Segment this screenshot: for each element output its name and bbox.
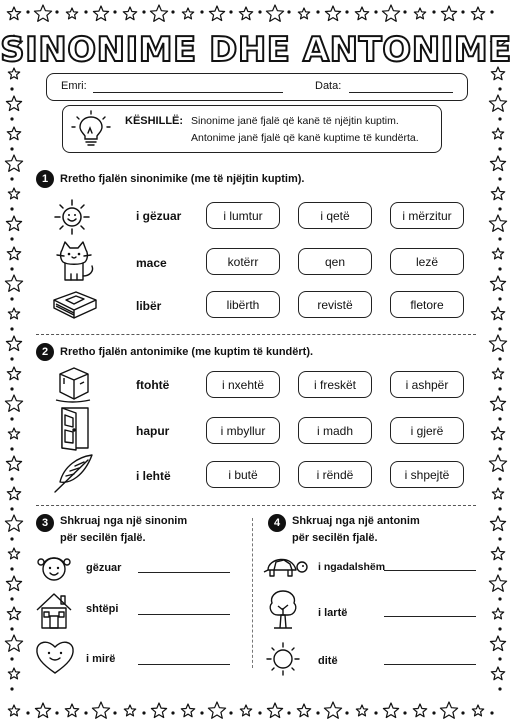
dot <box>403 10 406 13</box>
option-i-bute[interactable]: i butë <box>206 461 280 488</box>
star-icon <box>65 704 78 717</box>
dot <box>498 387 501 390</box>
dot <box>498 237 501 240</box>
star-icon <box>491 307 504 320</box>
star-icon <box>492 488 503 499</box>
star-icon <box>7 7 20 20</box>
house-icon <box>34 590 74 630</box>
dot <box>403 711 406 714</box>
star-icon <box>6 96 21 111</box>
star-icon <box>298 8 309 19</box>
dot <box>10 507 13 510</box>
column-divider <box>252 518 253 668</box>
dot <box>498 357 501 360</box>
word-i-larte: i lartë <box>318 607 348 619</box>
dot <box>200 711 203 714</box>
dot <box>498 147 501 150</box>
star-icon <box>383 703 398 718</box>
word-liber: libër <box>136 299 162 313</box>
star-icon <box>490 276 505 291</box>
dot <box>498 477 501 480</box>
dot <box>461 10 464 13</box>
star-icon <box>266 5 283 21</box>
star-icon <box>356 705 367 716</box>
option-i-nxehte[interactable]: i nxehtë <box>206 371 280 398</box>
answer-line-i-larte[interactable] <box>384 616 476 617</box>
heart-icon <box>34 638 76 676</box>
dot <box>498 687 501 690</box>
dot <box>10 657 13 660</box>
star-icon <box>5 515 22 531</box>
star-icon <box>324 702 341 718</box>
dot <box>461 711 464 714</box>
dot <box>10 627 13 630</box>
dot <box>171 711 174 714</box>
star-icon <box>489 95 506 111</box>
turtle-icon <box>262 550 310 580</box>
section-4-instruction-line2: për secilën fjalë. <box>292 532 378 544</box>
dot <box>10 537 13 540</box>
section-4-number: 4 <box>268 514 286 532</box>
star-icon <box>35 703 50 718</box>
dot <box>55 711 58 714</box>
dot <box>498 537 501 540</box>
dot <box>229 10 232 13</box>
dot <box>10 117 13 120</box>
dot <box>287 10 290 13</box>
tip-antonym-definition: Antonime janë fjalë që kanë kuptime të kundërta. <box>191 132 419 144</box>
star-icon <box>8 428 19 439</box>
word-i-mire: i mirë <box>86 653 116 665</box>
section-divider <box>36 505 476 506</box>
star-icon <box>150 5 167 21</box>
dot <box>345 10 348 13</box>
star-icon <box>491 667 504 680</box>
star-icon <box>7 367 20 380</box>
option-i-qete[interactable]: i qetë <box>298 202 372 229</box>
open-door-icon <box>54 405 94 451</box>
dot <box>498 417 501 420</box>
date-line[interactable] <box>349 92 453 93</box>
name-date-box <box>46 73 468 101</box>
answer-line-dite[interactable] <box>384 664 476 665</box>
dot <box>490 10 493 13</box>
dot <box>142 10 145 13</box>
dot <box>10 567 13 570</box>
dot <box>490 711 493 714</box>
star-icon <box>7 247 20 260</box>
word-shtepi: shtëpi <box>86 603 119 615</box>
lightbulb-icon <box>69 109 113 149</box>
word-i-lehte: i lehtë <box>136 469 171 483</box>
star-icon <box>182 8 193 19</box>
dot <box>498 627 501 630</box>
option-i-mbyllur[interactable]: i mbyllur <box>206 417 280 444</box>
star-icon <box>491 547 504 560</box>
star-icon <box>93 6 108 21</box>
dot <box>55 10 58 13</box>
dot <box>374 10 377 13</box>
star-icon <box>491 187 504 200</box>
sun-icon <box>264 640 302 678</box>
answer-line-gezuar[interactable] <box>138 572 230 573</box>
star-icon <box>441 6 456 21</box>
tree-icon <box>266 588 300 630</box>
star-icon <box>209 6 224 21</box>
option-i-ashper[interactable]: i ashpër <box>390 371 464 398</box>
star-icon <box>124 705 135 716</box>
dot <box>10 297 13 300</box>
dot <box>10 147 13 150</box>
section-1-instruction: Rretho fjalën sinonimike (me të njëjtin kuptim). <box>60 173 305 185</box>
word-mace: mace <box>136 256 167 270</box>
star-icon <box>5 395 22 411</box>
ice-cube-icon <box>52 362 94 404</box>
dot <box>10 597 13 600</box>
answer-line-shtepi[interactable] <box>138 614 230 615</box>
dot <box>10 87 13 90</box>
dot <box>10 267 13 270</box>
star-icon <box>490 156 505 171</box>
tip-title: KËSHILLË: <box>125 115 184 127</box>
dot <box>84 711 87 714</box>
star-icon <box>6 576 21 591</box>
dot <box>26 10 29 13</box>
option-koterr[interactable]: kotërr <box>206 248 280 275</box>
section-1-number: 1 <box>36 170 54 188</box>
dot <box>10 687 13 690</box>
dot <box>374 711 377 714</box>
dot <box>498 117 501 120</box>
dot <box>287 711 290 714</box>
star-icon <box>414 8 425 19</box>
dot <box>498 87 501 90</box>
star-icon <box>490 396 505 411</box>
dot <box>316 711 319 714</box>
dot <box>498 327 501 330</box>
dot <box>10 357 13 360</box>
star-icon <box>5 275 22 291</box>
answer-line-i-ngadalshem[interactable] <box>384 570 476 571</box>
dot <box>10 237 13 240</box>
dot <box>498 597 501 600</box>
star-icon <box>6 216 21 231</box>
section-3-instruction-line2: për secilën fjalë. <box>60 532 146 544</box>
dot <box>498 507 501 510</box>
star-icon <box>491 427 504 440</box>
star-icon <box>7 487 20 500</box>
star-icon <box>6 456 21 471</box>
star-icon <box>5 635 22 651</box>
star-icon <box>489 455 506 471</box>
star-icon <box>8 548 19 559</box>
dot <box>10 387 13 390</box>
dot <box>345 711 348 714</box>
dot <box>498 297 501 300</box>
dot <box>432 711 435 714</box>
star-icon <box>440 702 457 718</box>
word-i-gezuar: i gëzuar <box>136 209 182 223</box>
section-3-instruction: Shkruaj nga një sinonim <box>60 515 188 527</box>
section-2-number: 2 <box>36 343 54 361</box>
word-hapur: hapur <box>136 424 170 438</box>
star-icon <box>34 5 51 21</box>
dot <box>142 711 145 714</box>
option-reviste[interactable]: revistë <box>298 291 372 318</box>
tip-box <box>62 105 442 153</box>
star-icon <box>325 6 340 21</box>
star-icon <box>489 335 506 351</box>
option-i-fresket[interactable]: i freskët <box>298 371 372 398</box>
option-i-shpejte[interactable]: i shpejtë <box>390 461 464 488</box>
option-i-merzitur[interactable]: i mërzitur <box>390 202 464 229</box>
option-fletore[interactable]: fletore <box>390 291 464 318</box>
date-label: Data: <box>315 80 342 92</box>
sun-icon <box>52 197 92 237</box>
dot <box>26 711 29 714</box>
dot <box>171 10 174 13</box>
cat-icon <box>52 240 98 286</box>
dot <box>84 10 87 13</box>
option-i-rende[interactable]: i rëndë <box>298 461 372 488</box>
option-i-madh[interactable]: i madh <box>298 417 372 444</box>
star-icon <box>6 336 21 351</box>
dot <box>498 177 501 180</box>
name-label: Emri: <box>61 80 87 92</box>
star-icon <box>66 8 77 19</box>
dot <box>10 207 13 210</box>
name-line[interactable] <box>93 92 283 93</box>
dot <box>10 177 13 180</box>
star-icon <box>492 128 503 139</box>
dot <box>10 417 13 420</box>
page-title: SINONIME DHE ANTONIME <box>0 30 512 70</box>
star-icon <box>123 7 136 20</box>
book-icon <box>50 288 100 324</box>
dot <box>113 10 116 13</box>
word-dite: ditë <box>318 655 338 667</box>
word-i-ngadalshem: i ngadalshëm <box>318 561 386 573</box>
star-icon <box>267 703 282 718</box>
star-icon <box>489 575 506 591</box>
star-icon <box>489 215 506 231</box>
star-icon <box>413 704 426 717</box>
dot <box>316 10 319 13</box>
star-icon <box>239 7 252 20</box>
star-icon <box>7 607 20 620</box>
star-icon <box>7 127 20 140</box>
dot <box>498 207 501 210</box>
section-4-instruction: Shkruaj nga një antonim <box>292 515 420 527</box>
dot <box>258 711 261 714</box>
star-icon <box>471 7 484 20</box>
answer-line-i-mire[interactable] <box>138 664 230 665</box>
star-icon <box>151 703 166 718</box>
girl-face-icon <box>36 549 72 585</box>
dot <box>498 657 501 660</box>
section-2-instruction: Rretho fjalën antonimike (me kuptim të kundërt). <box>60 346 314 358</box>
dot <box>498 567 501 570</box>
star-icon <box>490 516 505 531</box>
star-icon <box>8 705 19 716</box>
star-icon <box>472 705 483 716</box>
star-icon <box>492 608 503 619</box>
option-leze[interactable]: lezë <box>390 248 464 275</box>
star-icon <box>181 704 194 717</box>
star-icon <box>8 188 19 199</box>
section-divider <box>36 334 476 335</box>
dot <box>229 711 232 714</box>
dot <box>113 711 116 714</box>
star-icon <box>92 702 109 718</box>
dot <box>498 447 501 450</box>
star-icon <box>240 705 251 716</box>
feather-icon <box>52 452 98 494</box>
option-liberth[interactable]: libërth <box>206 291 280 318</box>
option-i-lumtur[interactable]: i lumtur <box>206 202 280 229</box>
star-icon <box>8 668 19 679</box>
word-ftohte: ftohtë <box>136 378 170 392</box>
star-icon <box>355 7 368 20</box>
option-qen[interactable]: qen <box>298 248 372 275</box>
word-gezuar: gëzuar <box>86 562 122 574</box>
dot <box>10 477 13 480</box>
star-icon <box>208 702 225 718</box>
star-icon <box>382 5 399 21</box>
star-icon <box>5 155 22 171</box>
dot <box>10 447 13 450</box>
star-icon <box>8 308 19 319</box>
dot <box>10 327 13 330</box>
tip-synonym-definition: Sinonime janë fjalë që kanë të njëjtin kuptim. <box>191 115 399 127</box>
star-icon <box>297 704 310 717</box>
star-icon <box>492 368 503 379</box>
star-icon <box>490 636 505 651</box>
section-3-number: 3 <box>36 514 54 532</box>
dot <box>200 10 203 13</box>
dot <box>432 10 435 13</box>
option-i-gjere[interactable]: i gjerë <box>390 417 464 444</box>
dot <box>258 10 261 13</box>
dot <box>498 267 501 270</box>
star-icon <box>492 248 503 259</box>
